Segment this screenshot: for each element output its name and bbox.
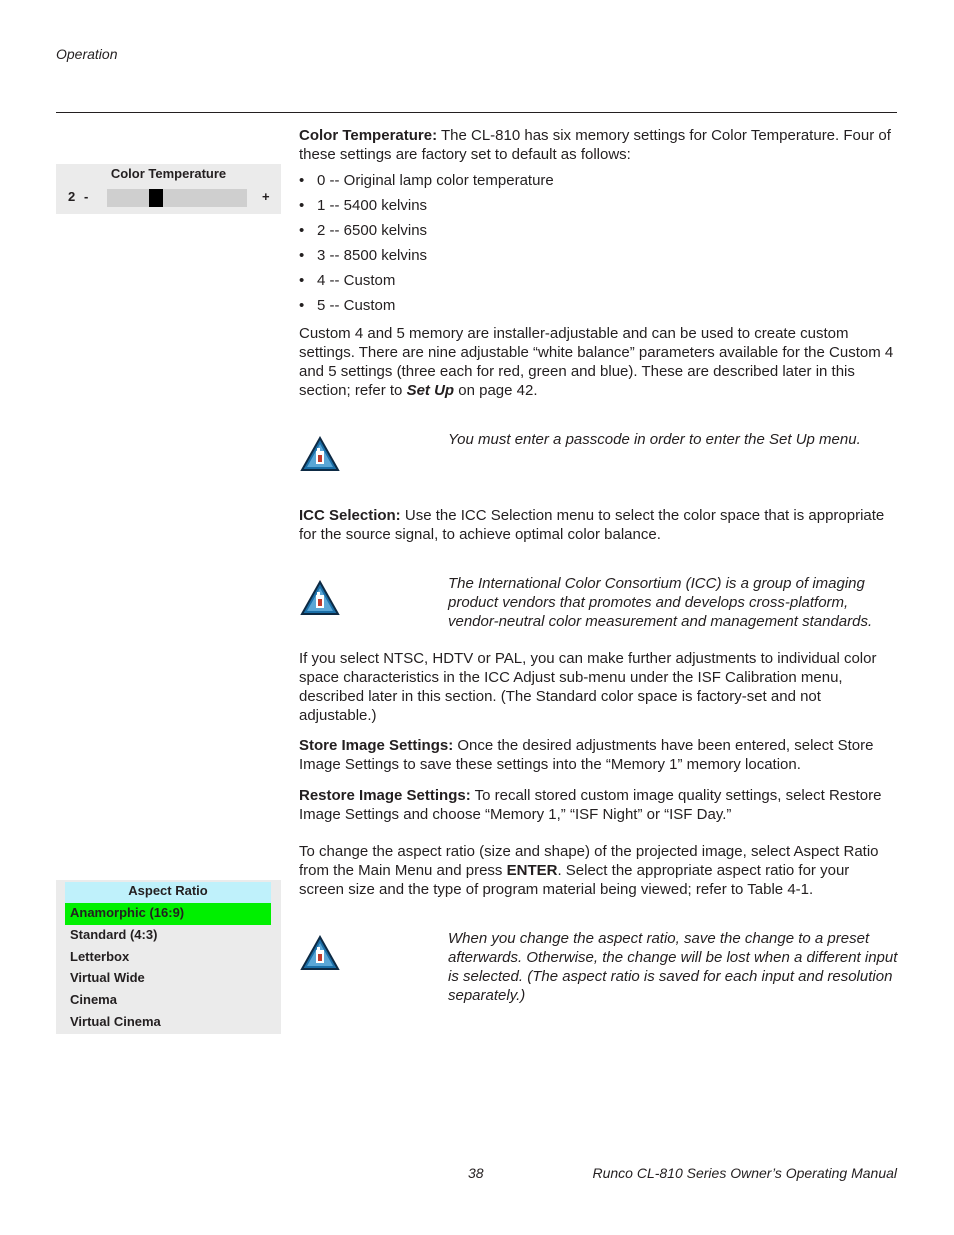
color-temperature-title: Color Temperature: [110, 166, 227, 181]
color-temperature-intro: [299, 126, 897, 164]
aspect-ratio-item-standard[interactable]: Standard (4:3): [70, 927, 158, 942]
aspect-ratio-item-anamorphic[interactable]: Anamorphic (16:9): [65, 903, 271, 925]
enter-key: ENTER: [506, 862, 558, 879]
icc-lead: ICC Selection:: [299, 507, 401, 524]
note-pointer-icon: [300, 436, 340, 472]
custom-paragraph: Custom 4 and 5 memory are installer-adjustable and can be used to create custom settings. There are nine adjustable “white balance” parameters available for the Custom 4 and 5 settings (three each for red, green and blue). These are described later in this section; refer to Set Up on page 42.: [299, 325, 894, 399]
manual-title: Runco CL-810 Series Owner’s Operating Manual: [592, 1165, 897, 1181]
decrease-label[interactable]: -: [84, 189, 89, 204]
aspect-ratio-item-virtual-cinema[interactable]: Virtual Cinema: [70, 1014, 161, 1029]
color-temperature-lead: Color Temperature:: [299, 127, 438, 144]
list-item: • 4 -- Custom: [299, 272, 396, 289]
note-pointer-icon: [300, 580, 340, 616]
list-item: • 1 -- 5400 kelvins: [299, 197, 428, 214]
store-lead: Store Image Settings:: [299, 737, 454, 754]
restore-paragraph: Restore Image Settings: To recall stored custom image quality settings, select Restore Image Settings and choose “Memory 1,” “ISF Night” or “ISF Day.”: [299, 787, 882, 823]
store-paragraph: Store Image Settings: Once the desired adjustments have been entered, select Store Image Settings to save these settings into the “Memory 1” memory location.: [299, 737, 874, 773]
icc-paragraph: ICC Selection: Use the ICC Selection menu to select the color space that is appropriate for the source signal, to achieve optimal color balance.: [299, 507, 885, 543]
color-temperature-section: [299, 126, 897, 321]
color-temperature-slider-track[interactable]: [107, 189, 247, 207]
header-rule: [56, 112, 897, 113]
list-item: • 3 -- 8500 kelvins: [299, 247, 428, 264]
icc-adjust-paragraph: If you select NTSC, HDTV or PAL, you can make further adjustments to individual color space characteristics in the ICC Adjust sub-menu under the ISF Calibration menu, described later in this section. (The Standard color space is factory-set and not adjustable.): [299, 650, 877, 724]
aspect-ratio-item-letterbox[interactable]: Letterbox: [70, 949, 130, 964]
color-temperature-list: [299, 171, 897, 321]
color-temperature-slider-thumb[interactable]: [149, 189, 163, 207]
increase-label[interactable]: +: [262, 189, 270, 204]
list-item: • 0 -- Original lamp color temperature: [299, 172, 554, 189]
color-temperature-value: 2: [68, 189, 76, 204]
list-item: • 2 -- 6500 kelvins: [299, 222, 428, 239]
restore-lead: Restore Image Settings:: [299, 787, 471, 804]
aspect-ratio-item-cinema[interactable]: Cinema: [70, 992, 117, 1007]
aspect-paragraph: To change the aspect ratio (size and shape) of the projected image, select Aspect Ratio from the Main Menu and press ENTER. Select the appropriate aspect ratio for your screen size and the type of program material being viewed; refer to Table 4-1.: [299, 843, 879, 898]
note-aspect: When you change the aspect ratio, save the change to a preset afterwards. Otherwise, the change will be lost when a different input is selected. (The aspect ratio is saved for each input and resolution separately.): [448, 930, 898, 1004]
section-label: Operation: [56, 46, 118, 62]
set-up-link[interactable]: Set Up: [406, 382, 455, 399]
note-icc: The International Color Consortium (ICC) is a group of imaging product vendors that promotes and develops cross-platform, vendor-neutral color measurement and management standards.: [448, 575, 873, 630]
aspect-ratio-item-virtual-wide[interactable]: Virtual Wide: [70, 970, 145, 985]
page-number: 38: [468, 1165, 484, 1181]
list-item: • 5 -- Custom: [299, 297, 396, 314]
note-passcode: You must enter a passcode in order to enter the Set Up menu.: [448, 431, 861, 448]
color-temperature-intro-text: The CL-810 has six memory settings for Color Temperature. Four of these settings are factory set to default as follows:: [299, 127, 891, 163]
note-pointer-icon: [300, 935, 340, 971]
aspect-ratio-title: Aspect Ratio: [65, 882, 271, 903]
